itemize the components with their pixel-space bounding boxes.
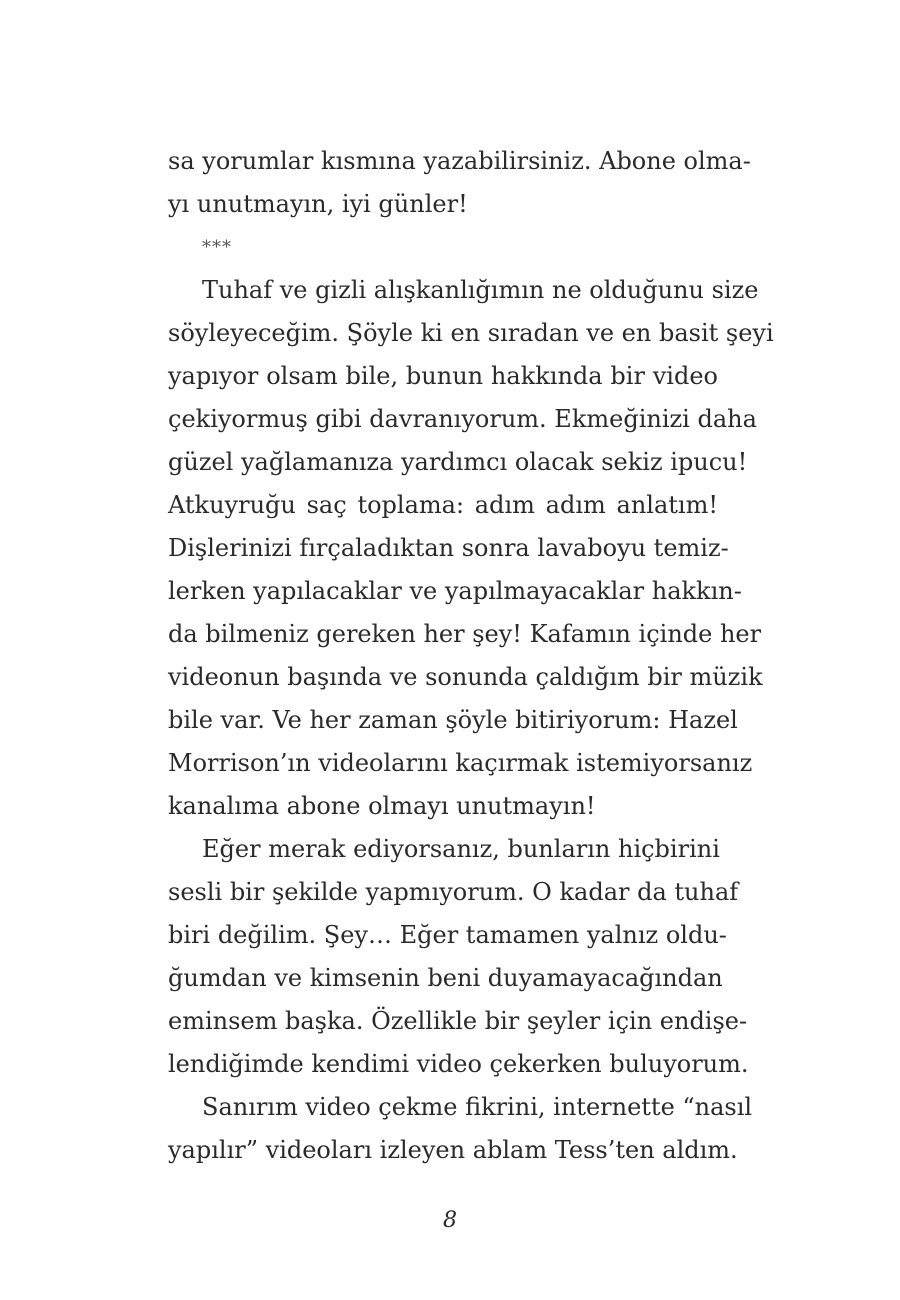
text-line: çekiyormuş gibi davranıyorum. Ekmeğinizi daha xyxy=(168,405,757,433)
text-line: Eğer merak ediyorsanız, bunların hiçbirini xyxy=(202,835,720,863)
text-line: da bilmeniz gereken her şey! Kafamın içinde her xyxy=(168,620,762,648)
text-line: Atkuyruğu saç toplama: adım adım anlatım! xyxy=(168,491,718,519)
text-line: kanalıma abone olmayı unutmayın! xyxy=(168,792,596,820)
section-break: *** xyxy=(202,237,232,258)
text-line: sa yorumlar kısmına yazabilirsiniz. Abone olma- xyxy=(168,147,751,175)
text-line: Dişlerinizi fırçaladıktan sonra lavaboyu temiz- xyxy=(168,534,729,562)
text-line: videonun başında ve sonunda çaldığım bir müzik xyxy=(168,663,763,691)
text-line: eminsem başka. Özellikle bir şeyler için endişe- xyxy=(168,1007,748,1035)
text-line: Tuhaf ve gizli alışkanlığımın ne olduğunu size xyxy=(202,276,759,304)
text-line: yapıyor olsam bile, bunun hakkında bir video xyxy=(168,362,718,390)
text-line: lendiğimde kendimi video çekerken buluyorum. xyxy=(168,1050,749,1078)
body-text xyxy=(168,140,774,1172)
page-number: 8 xyxy=(443,1208,457,1233)
text-line: bile var. Ve her zaman şöyle bitiriyorum: Hazel xyxy=(168,706,738,734)
text-line: sesli bir şekilde yapmıyorum. O kadar da tuhaf xyxy=(168,878,739,906)
text-line: biri değilim. Şey… Eğer tamamen yalnız oldu- xyxy=(168,921,727,949)
text-line: söyleyeceğim. Şöyle ki en sıradan ve en basit şeyi xyxy=(168,319,774,347)
text-line: ğumdan ve kimsenin beni duyamayacağından xyxy=(168,964,723,992)
text-line: güzel yağlamanıza yardımcı olacak sekiz ipucu! xyxy=(168,448,748,476)
text-line: lerken yapılacaklar ve yapılmayacaklar hakkın- xyxy=(168,577,742,605)
text-line: yapılır” videoları izleyen ablam Tess’ten aldım. xyxy=(168,1136,738,1164)
text-line: yı unutmayın, iyi günler! xyxy=(168,190,468,218)
text-line: Morrison’ın videolarını kaçırmak istemiyorsanız xyxy=(168,749,753,777)
text-line: Sanırım video çekme fikrini, internette “nasıl xyxy=(202,1093,753,1121)
